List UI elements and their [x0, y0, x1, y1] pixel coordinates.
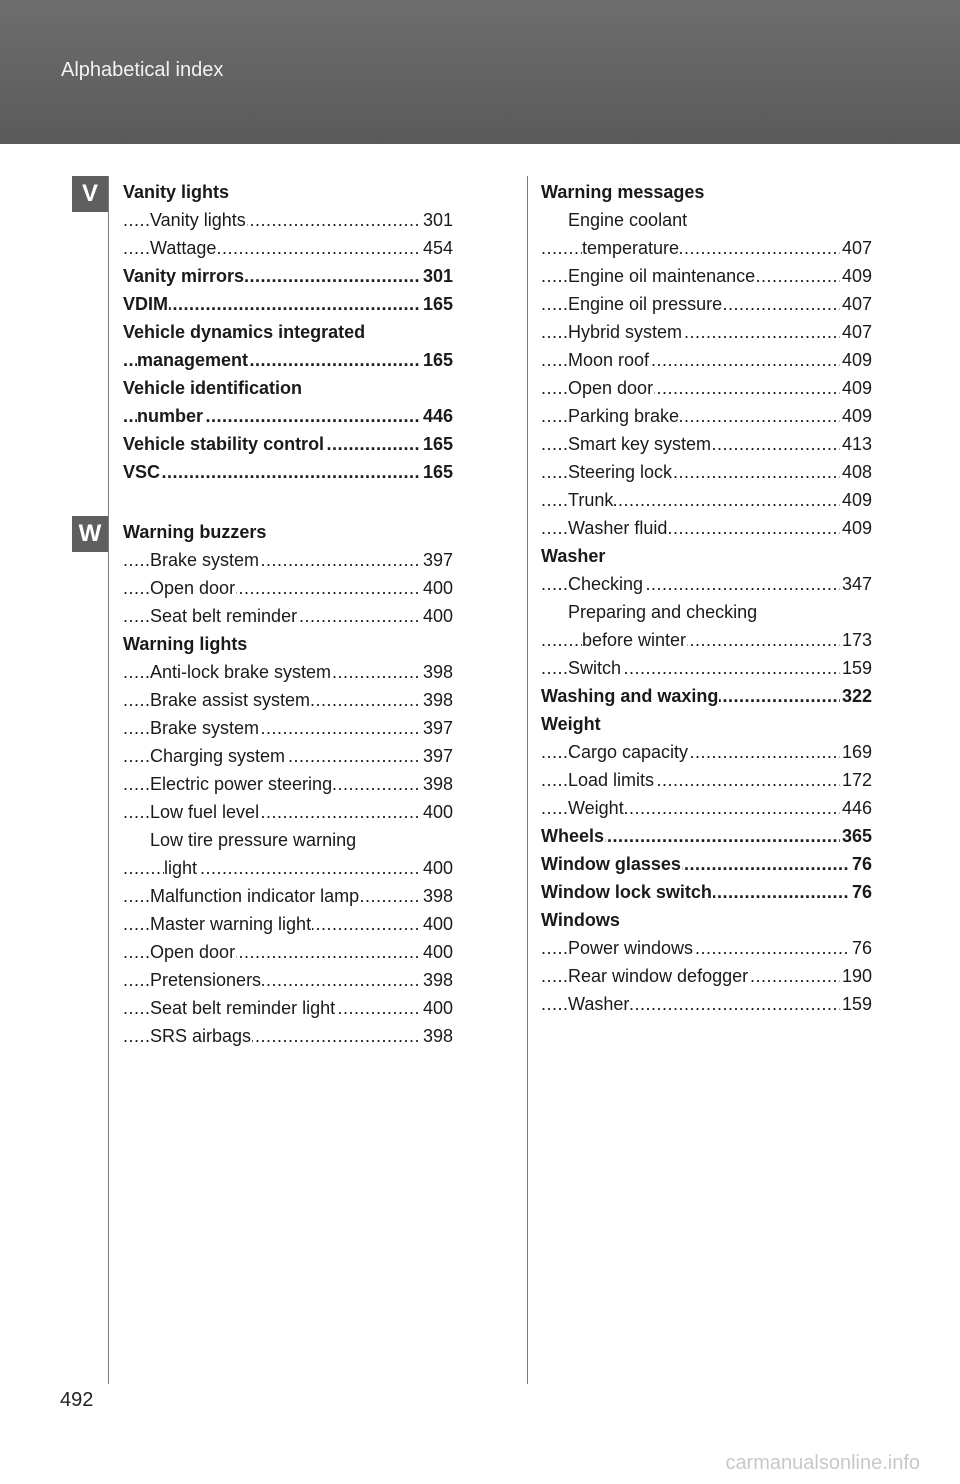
page-header — [0, 0, 960, 144]
index-term: Brake system — [150, 550, 260, 570]
index-entry — [123, 574, 453, 602]
index-term: SRS airbags — [150, 1026, 252, 1046]
index-entry — [541, 402, 872, 430]
left-column — [123, 178, 453, 1050]
index-term: Vehicle identification — [123, 378, 303, 398]
index-entry — [541, 766, 872, 794]
right-column — [541, 178, 872, 1018]
index-entry — [541, 486, 872, 514]
index-term: Wheels — [541, 826, 605, 846]
index-term: Hybrid system — [568, 322, 683, 342]
index-entry — [541, 318, 872, 346]
index-entry — [123, 882, 453, 910]
index-entry — [541, 682, 872, 710]
index-entry — [123, 602, 453, 630]
index-term: Warning messages — [541, 182, 705, 202]
left-rule — [108, 176, 109, 1384]
index-term: Washer fluid — [568, 518, 668, 538]
index-entry — [123, 826, 453, 854]
page-reference: 172 — [840, 766, 872, 794]
index-term: Parking brake — [568, 406, 680, 426]
index-term: VSC — [123, 462, 161, 482]
dot-leader — [123, 458, 453, 486]
index-group-w-continued — [541, 178, 872, 1018]
page-reference: 190 — [840, 962, 872, 990]
index-entry — [123, 742, 453, 770]
page-reference: 165 — [421, 430, 453, 458]
index-term: Switch — [568, 658, 622, 678]
index-entry — [541, 878, 872, 906]
page-reference: 400 — [421, 994, 453, 1022]
index-term: Vanity mirrors — [123, 266, 245, 286]
page-reference: 400 — [421, 574, 453, 602]
page-reference: 409 — [840, 262, 872, 290]
page-reference: 165 — [421, 290, 453, 318]
index-term: Washer — [541, 546, 606, 566]
index-entry — [541, 598, 872, 626]
index-entry — [123, 938, 453, 966]
page-reference: 398 — [421, 658, 453, 686]
index-entry — [541, 206, 872, 234]
index-entry — [123, 798, 453, 826]
index-term: Trunk — [568, 490, 614, 510]
index-term: Engine coolant — [568, 210, 688, 230]
page-reference: 397 — [421, 714, 453, 742]
index-entry — [123, 910, 453, 938]
index-term: Moon roof — [568, 350, 650, 370]
page-reference: 400 — [421, 910, 453, 938]
index-entry — [541, 962, 872, 990]
index-term: before winter — [582, 630, 687, 650]
index-term: Cargo capacity — [568, 742, 689, 762]
index-entry — [123, 854, 453, 882]
index-entry — [541, 570, 872, 598]
index-entry — [123, 402, 453, 430]
index-term: Open door — [150, 578, 236, 598]
index-term: Master warning light — [150, 914, 312, 934]
page-reference: 398 — [421, 1022, 453, 1050]
page-reference: 409 — [840, 514, 872, 542]
index-term: number — [137, 406, 204, 426]
index-entry — [123, 206, 453, 234]
index-entry — [123, 994, 453, 1022]
page-number: 492 — [60, 1389, 94, 1411]
page-reference: 409 — [840, 346, 872, 374]
index-term: Window lock switch — [541, 882, 712, 902]
page-reference: 76 — [850, 850, 872, 878]
page-reference: 76 — [850, 878, 872, 906]
index-entry — [541, 514, 872, 542]
index-entry — [541, 738, 872, 766]
index-entry — [541, 374, 872, 402]
index-term: Preparing and checking — [568, 602, 758, 622]
index-term: Seat belt reminder light — [150, 998, 336, 1018]
index-term: temperature — [582, 238, 680, 258]
watermark: carmanualsonline.info — [725, 1452, 920, 1474]
index-term: Weight — [568, 798, 624, 818]
page-reference: 398 — [421, 686, 453, 714]
page-reference: 169 — [840, 738, 872, 766]
column-divider — [527, 176, 528, 1384]
index-term: Open door — [568, 378, 654, 398]
index-term: Warning lights — [123, 634, 248, 654]
index-term: Malfunction indicator lamp — [150, 886, 360, 906]
page-reference: 76 — [850, 934, 872, 962]
index-entry — [123, 1022, 453, 1050]
index-term: Low tire pressure warning — [150, 830, 357, 850]
index-group-v — [123, 178, 453, 486]
page-reference: 400 — [421, 602, 453, 630]
index-entry — [541, 542, 872, 570]
index-entry — [123, 430, 453, 458]
index-term: Vanity lights — [123, 182, 230, 202]
index-term: Warning buzzers — [123, 522, 267, 542]
index-term: Electric power steering — [150, 774, 333, 794]
index-term: Engine oil pressure — [568, 294, 723, 314]
page-reference: 165 — [421, 458, 453, 486]
index-entry — [541, 850, 872, 878]
page-reference: 398 — [421, 882, 453, 910]
index-entry — [123, 290, 453, 318]
index-entry — [123, 770, 453, 798]
index-term: Low fuel level — [150, 802, 260, 822]
index-term: Seat belt reminder — [150, 606, 298, 626]
index-term: Weight — [541, 714, 601, 734]
index-term: light — [164, 858, 198, 878]
index-entry — [541, 290, 872, 318]
index-term: Smart key system — [568, 434, 712, 454]
index-term: Windows — [541, 910, 620, 930]
index-term: Rear window defogger — [568, 966, 749, 986]
index-entry — [541, 710, 872, 738]
index-term: Power windows — [568, 938, 694, 958]
index-entry — [123, 234, 453, 262]
page-reference: 397 — [421, 546, 453, 574]
page-reference: 301 — [421, 262, 453, 290]
index-term: Charging system — [150, 746, 286, 766]
page-reference: 446 — [840, 794, 872, 822]
page-reference: 397 — [421, 742, 453, 770]
index-group-w — [123, 518, 453, 1050]
page-reference: 165 — [421, 346, 453, 374]
page-reference: 400 — [421, 854, 453, 882]
index-term: Checking — [568, 574, 644, 594]
index-entry — [541, 626, 872, 654]
index-term: Vanity lights — [150, 210, 246, 230]
index-entry — [123, 630, 453, 658]
page-reference: 159 — [840, 990, 872, 1018]
page-reference: 365 — [840, 822, 872, 850]
page-reference: 398 — [421, 966, 453, 994]
page-reference: 398 — [421, 770, 453, 798]
page-reference: 400 — [421, 798, 453, 826]
section-tab-w: W — [72, 516, 108, 552]
index-entry — [541, 906, 872, 934]
page-reference: 454 — [421, 234, 453, 262]
page-reference: 409 — [840, 486, 872, 514]
page-reference: 409 — [840, 402, 872, 430]
index-entry — [123, 518, 453, 546]
index-term: Open door — [150, 942, 236, 962]
index-entry — [123, 346, 453, 374]
index-entry — [541, 234, 872, 262]
page-reference: 173 — [840, 626, 872, 654]
index-term: Vehicle dynamics integrated — [123, 322, 366, 342]
page-reference: 407 — [840, 234, 872, 262]
page-reference: 409 — [840, 374, 872, 402]
index-entry — [541, 990, 872, 1018]
index-term: Steering lock — [568, 462, 673, 482]
index-entry — [123, 374, 453, 402]
index-entry — [123, 658, 453, 686]
index-entry — [541, 430, 872, 458]
page-reference: 400 — [421, 938, 453, 966]
index-term: VDIM — [123, 294, 168, 314]
index-term: Window glasses — [541, 854, 681, 874]
page-reference: 408 — [840, 458, 872, 486]
page-reference: 407 — [840, 318, 872, 346]
index-entry — [123, 262, 453, 290]
index-term: Brake system — [150, 718, 260, 738]
index-entry — [541, 822, 872, 850]
index-term: Washer — [568, 994, 630, 1014]
page-reference: 322 — [840, 682, 872, 710]
index-entry — [123, 318, 453, 346]
index-entry — [123, 178, 453, 206]
index-term: Pretensioners — [150, 970, 262, 990]
index-term: Wattage — [150, 238, 217, 258]
index-entry — [541, 178, 872, 206]
dot-leader — [123, 290, 453, 318]
page-reference: 446 — [421, 402, 453, 430]
page-reference: 347 — [840, 570, 872, 598]
page-reference: 413 — [840, 430, 872, 458]
index-entry — [541, 346, 872, 374]
index-term: Washing and waxing — [541, 686, 719, 706]
header-title: Alphabetical index — [61, 59, 224, 81]
index-term: Vehicle stability control — [123, 434, 325, 454]
page-reference: 159 — [840, 654, 872, 682]
index-entry — [541, 934, 872, 962]
page-reference: 301 — [421, 206, 453, 234]
section-tab-v: V — [72, 176, 108, 212]
index-entry — [123, 966, 453, 994]
index-entry — [123, 714, 453, 742]
index-entry — [123, 546, 453, 574]
index-entry — [541, 262, 872, 290]
index-term: Brake assist system — [150, 690, 311, 710]
index-entry — [123, 686, 453, 714]
page-reference: 407 — [840, 290, 872, 318]
index-term: Anti-lock brake system — [150, 662, 332, 682]
index-entry — [541, 458, 872, 486]
index-term: management — [137, 350, 249, 370]
index-entry — [541, 654, 872, 682]
index-entry — [123, 458, 453, 486]
index-entry — [541, 794, 872, 822]
index-term: Load limits — [568, 770, 655, 790]
group-spacer — [123, 486, 453, 518]
index-term: Engine oil maintenance — [568, 266, 756, 286]
